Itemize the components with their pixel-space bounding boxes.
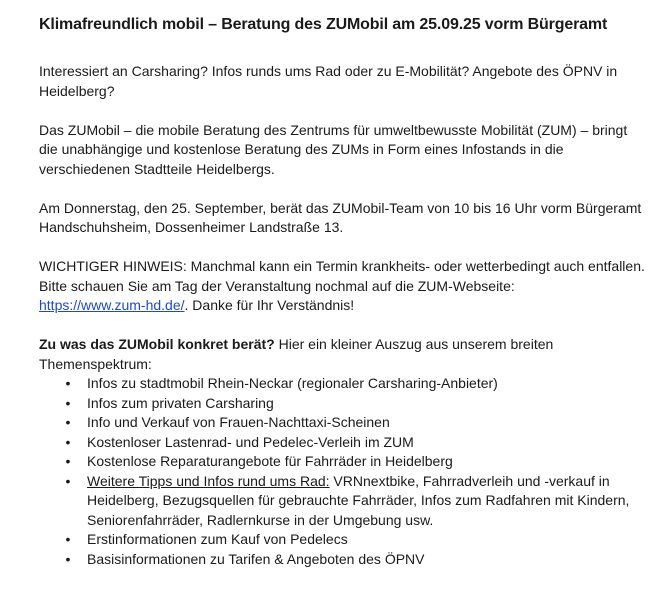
list-item-text: Basisinformationen zu Tarifen & Angeboten des ÖPNV bbox=[87, 550, 425, 567]
page-title: Klimafreundlich mobil – Beratung des ZUMobil am 25.09.25 vorm Bürgeramt bbox=[39, 16, 608, 33]
list-item bbox=[39, 394, 649, 414]
bullet-icon: • bbox=[65, 375, 71, 391]
topics-heading-rest: Hier ein kleiner Auszug aus unserem breiten Themenspektrum: bbox=[39, 336, 554, 372]
list-item bbox=[39, 374, 649, 394]
list-item-text: Kostenloser Lastenrad- und Pedelec-Verleih im ZUM bbox=[87, 433, 414, 450]
bullet-icon: • bbox=[65, 414, 71, 430]
bullet-icon: • bbox=[65, 472, 71, 489]
list-item bbox=[39, 413, 649, 433]
bullet-icon: • bbox=[65, 433, 71, 450]
list-item-tips bbox=[39, 472, 649, 531]
notice-paragraph bbox=[39, 257, 649, 316]
bullet-icon: • bbox=[65, 531, 71, 547]
list-item-text: Infos zu stadtmobil Rhein-Neckar (regionaler Carsharing-Anbieter) bbox=[87, 375, 498, 391]
notice-text: WICHTIGER HINWEIS: Manchmal kann ein Termin krankheits- oder wetterbedingt auch entfallen. Bitte schauen Sie am Tag der Veranstaltung nochmal auf die ZUM-Webseite: bbox=[39, 258, 645, 294]
bullet-icon: • bbox=[65, 550, 71, 567]
list-item-text: Kostenlose Reparaturangebote für Fahrräder in Heidelberg bbox=[87, 453, 453, 469]
tips-text: VRNnextbike, Fahrradverleih und -verkauf in Heidelberg, Bezugsquellen für gebrauchte Fahrräder, Infos zum Radfahren mit Kindern, Seniorenfahrräder, Radlernkurse in der Umgebung usw. bbox=[87, 472, 630, 528]
topics-heading: Zu was das ZUMobil konkret berät? bbox=[39, 336, 275, 352]
tips-label: Weitere Tipps und Infos rund ums Rad: bbox=[87, 472, 330, 489]
list-item bbox=[39, 530, 649, 550]
list-item bbox=[39, 452, 649, 472]
document bbox=[39, 14, 649, 569]
list-item-text: Info und Verkauf von Frauen-Nachttaxi-Scheinen bbox=[87, 414, 390, 430]
about-paragraph: Das ZUMobil – die mobile Beratung des Zentrums für umweltbewusste Mobilität (ZUM) – bringt die unabhängige und kostenlose Beratung des ZUMs in Form eines Infostands in die verschiedenen Stadtteile Heidelbergs. bbox=[39, 121, 628, 177]
bullet-icon: • bbox=[65, 394, 71, 411]
intro-paragraph: Interessiert an Carsharing? Infos runds ums Rad oder zu E-Mobilität? Angebote des ÖPNV in Heidelberg? bbox=[39, 63, 618, 99]
date-paragraph: Am Donnerstag, den 25. September, berät das ZUMobil-Team von 10 bis 16 Uhr vorm Bürgeramt Handschuhsheim, Dossenheimer Landstraße 13. bbox=[39, 199, 642, 235]
list-item-text: Erstinformationen zum Kauf von Pedelecs bbox=[87, 531, 348, 547]
website-link[interactable]: https://www.zum-hd.de/ bbox=[39, 297, 185, 313]
topics-intro bbox=[39, 335, 649, 374]
list-item bbox=[39, 433, 649, 453]
bullet-icon: • bbox=[65, 453, 71, 469]
notice-thanks: . Danke für Ihr Verständnis! bbox=[184, 297, 355, 313]
list-item bbox=[39, 550, 649, 570]
list-item-text: Infos zum privaten Carsharing bbox=[87, 394, 274, 411]
topics-list bbox=[39, 374, 649, 569]
